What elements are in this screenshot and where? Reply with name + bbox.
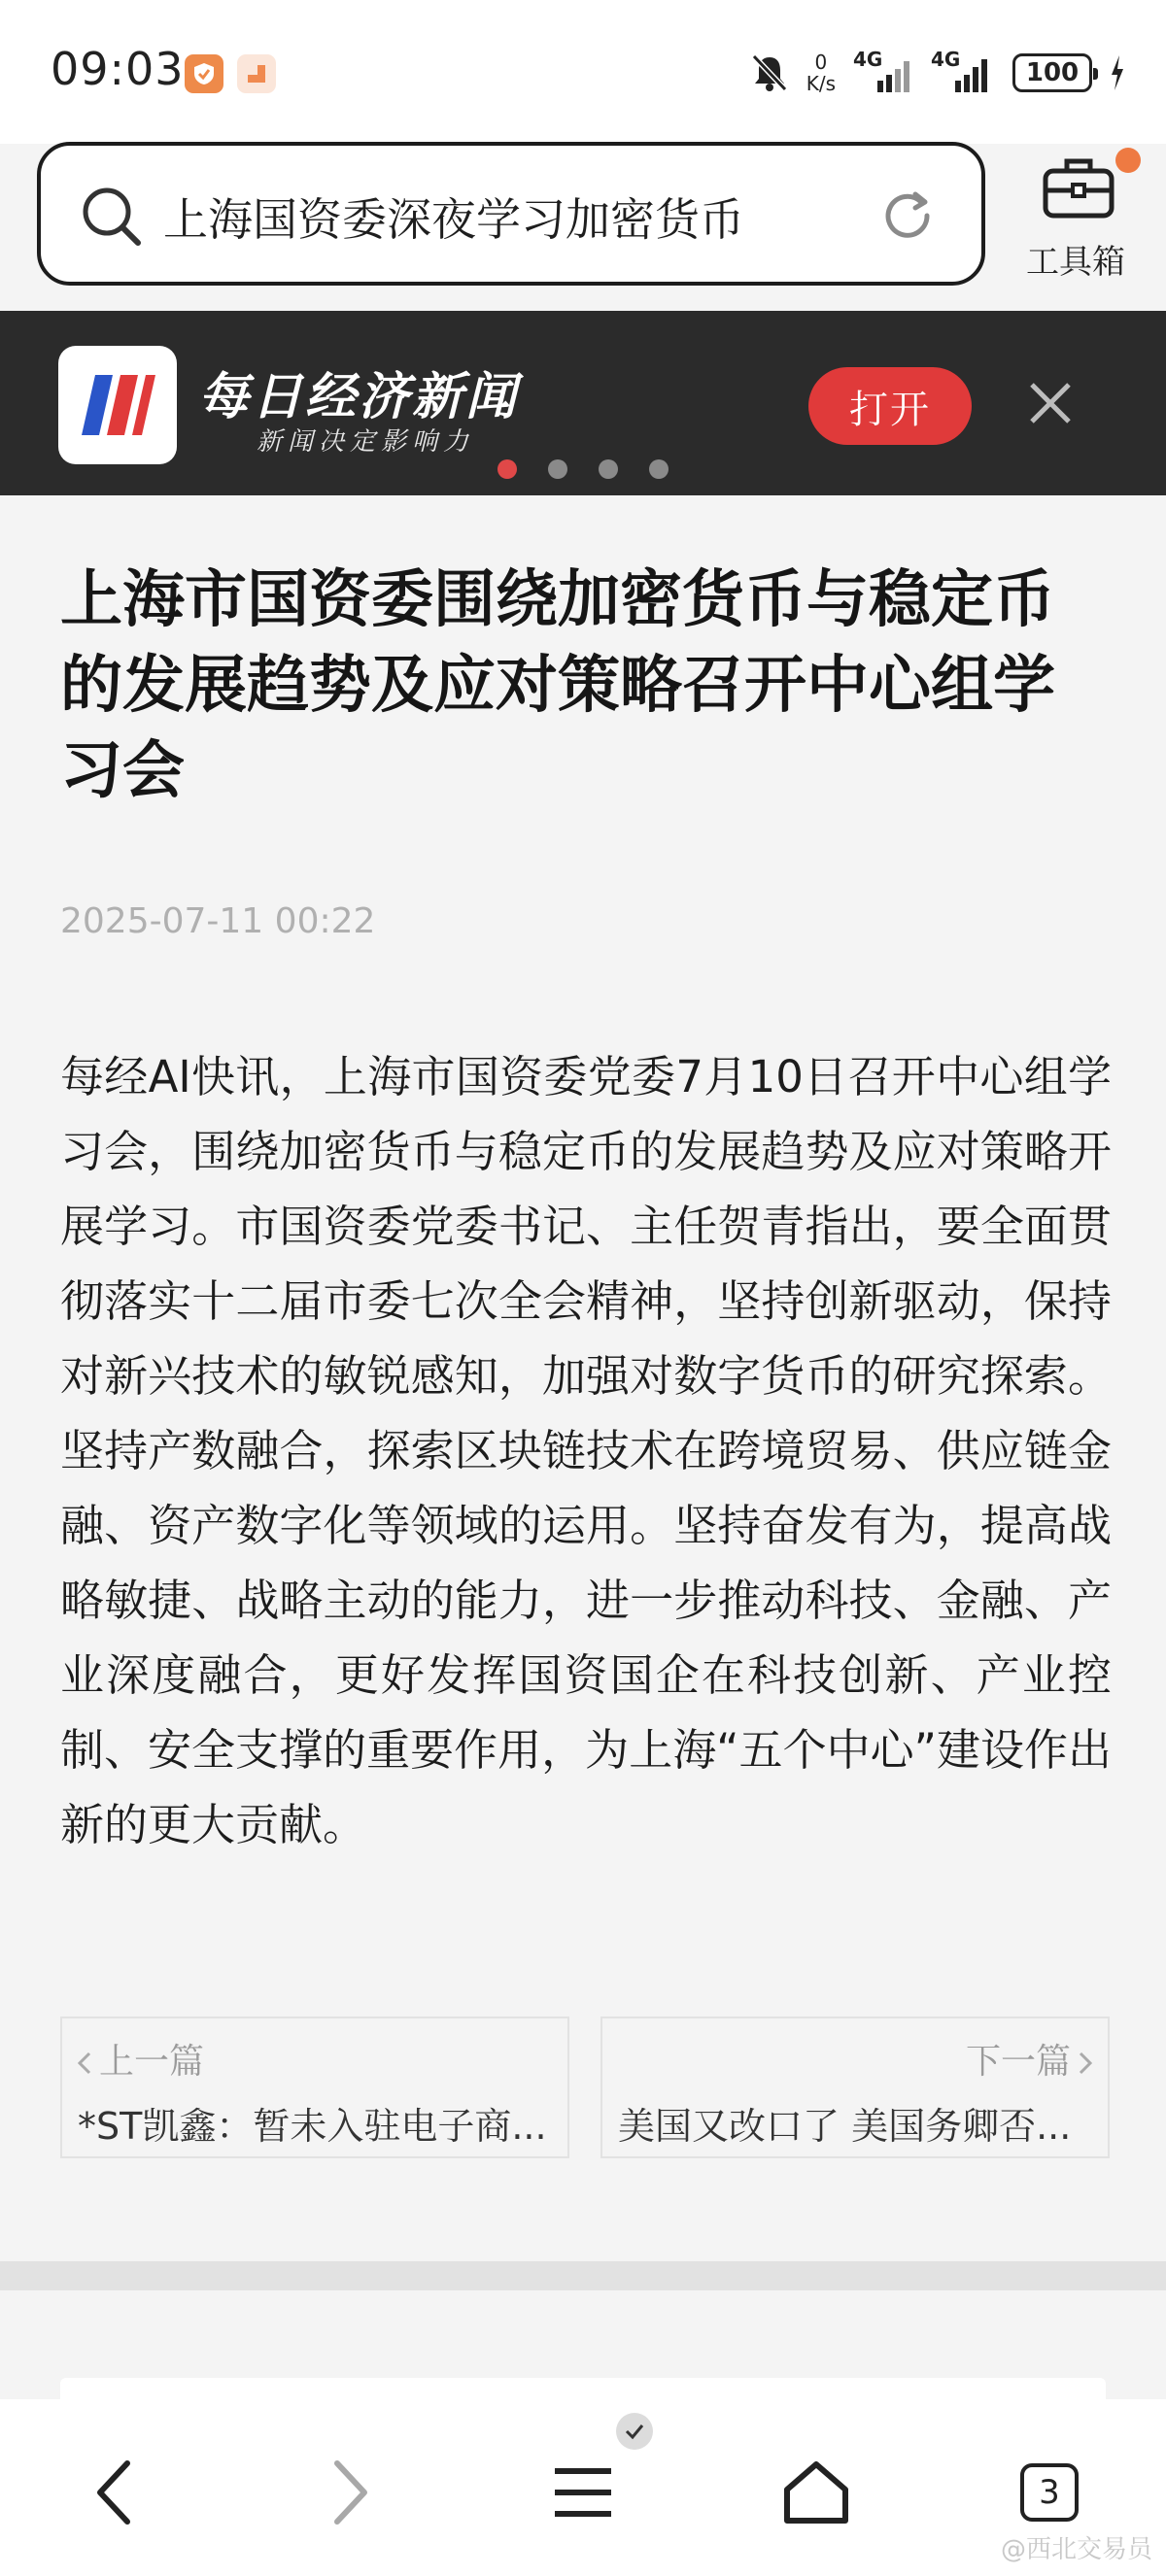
mute-bell-icon [750, 52, 789, 93]
signal-1-label: 4G [853, 48, 883, 71]
home-button[interactable] [770, 2446, 863, 2539]
menu-button[interactable] [536, 2446, 630, 2539]
close-icon[interactable] [1028, 381, 1073, 425]
app-logo [58, 346, 177, 464]
next-article-title[interactable]: 美国又改口了 美国务卿否... [618, 2105, 1072, 2148]
signal-1-icon [853, 48, 913, 92]
status-icons [750, 49, 1125, 97]
open-app-button[interactable]: 打开 [808, 367, 972, 445]
article-date: 2025-07-11 00:22 [60, 901, 376, 941]
chevron-right-icon [326, 2457, 374, 2527]
prev-article-title[interactable]: *ST凯鑫：暂未入驻电子商... [78, 2105, 547, 2148]
toolbox-button[interactable] [1016, 146, 1143, 282]
prev-label-text: 上一篇 [99, 2042, 205, 2082]
notification-dot [1115, 148, 1141, 173]
tabs-count: 3 [1020, 2463, 1079, 2522]
carousel-dot [548, 459, 567, 479]
search-query-text[interactable]: 上海国资委深夜学习加密货币 [163, 193, 744, 246]
search-icon [78, 183, 146, 254]
net-speed-value: 0 [814, 51, 828, 74]
article-body: 每经AI快讯，上海市国资委党委7月10日召开中心组学习会，围绕加密货币与稳定币的发展趋势及应对策略开展学习。市国资委党委书记、主任贺青指出，要全面贯彻落实十二届市委七次全会精神，坚持创新驱动，保持对新兴技术的敏锐感知，加强对数字货币的研究探索。坚持产数融合，探索区块链技术在跨境贸易、供应链金融、资产数字化等领域的运用。坚持奋发有为，提高战略敏捷、战略主动的能力，进一步推动科技、金融、产业深度融合，更好发挥国资国企在科技创新、产业控制、安全支撑的重要作用，为上海“五个中心”建设作出新的更大贡献。 [60, 1051, 1112, 1850]
section-divider [0, 2261, 1166, 2290]
refresh-icon[interactable] [876, 185, 939, 251]
signal-2-icon [931, 48, 995, 92]
app-notification-icon [237, 54, 276, 93]
status-time: 09:03 [51, 43, 185, 95]
battery-indicator: 100 [1012, 53, 1092, 92]
next-label-text: 下一篇 [965, 2042, 1071, 2082]
carousel-dot [649, 459, 669, 479]
menu-icon [551, 2463, 615, 2522]
home-icon [781, 2458, 851, 2526]
forward-button[interactable] [303, 2446, 396, 2539]
prev-article-label [76, 2034, 204, 2084]
address-search-bar[interactable] [37, 142, 985, 286]
shield-app-icon [185, 54, 223, 93]
prev-article-card[interactable] [60, 2017, 569, 2158]
back-button[interactable] [68, 2446, 161, 2539]
net-speed-unit: K/s [806, 72, 836, 95]
charging-icon [1110, 55, 1125, 90]
network-speed [806, 51, 836, 94]
banner-subtitle: 新闻决定影响力 [257, 427, 475, 457]
watermark: @西北交易员 [1000, 2535, 1152, 2564]
next-article-card[interactable] [600, 2017, 1110, 2158]
banner-title: 每日经济新闻 [198, 368, 520, 426]
bottom-navigation [0, 2399, 1166, 2576]
article-title: 上海市国资委围绕加密货币与稳定币的发展趋势及应对策略召开中心组学习会 [60, 564, 1055, 807]
chevron-right-icon [1077, 2051, 1094, 2076]
toolbox-icon [1042, 153, 1115, 221]
toolbox-label: 工具箱 [1026, 243, 1125, 282]
carousel-indicator [497, 459, 669, 479]
tabs-button[interactable] [1003, 2446, 1096, 2539]
next-article-label [966, 2034, 1094, 2084]
status-bar [0, 0, 1166, 144]
signal-2-label: 4G [931, 48, 961, 71]
chevron-left-icon [90, 2457, 139, 2527]
carousel-dot [599, 459, 618, 479]
checkmark-icon [616, 2413, 653, 2450]
carousel-dot [497, 459, 517, 479]
chevron-left-icon [76, 2051, 93, 2076]
